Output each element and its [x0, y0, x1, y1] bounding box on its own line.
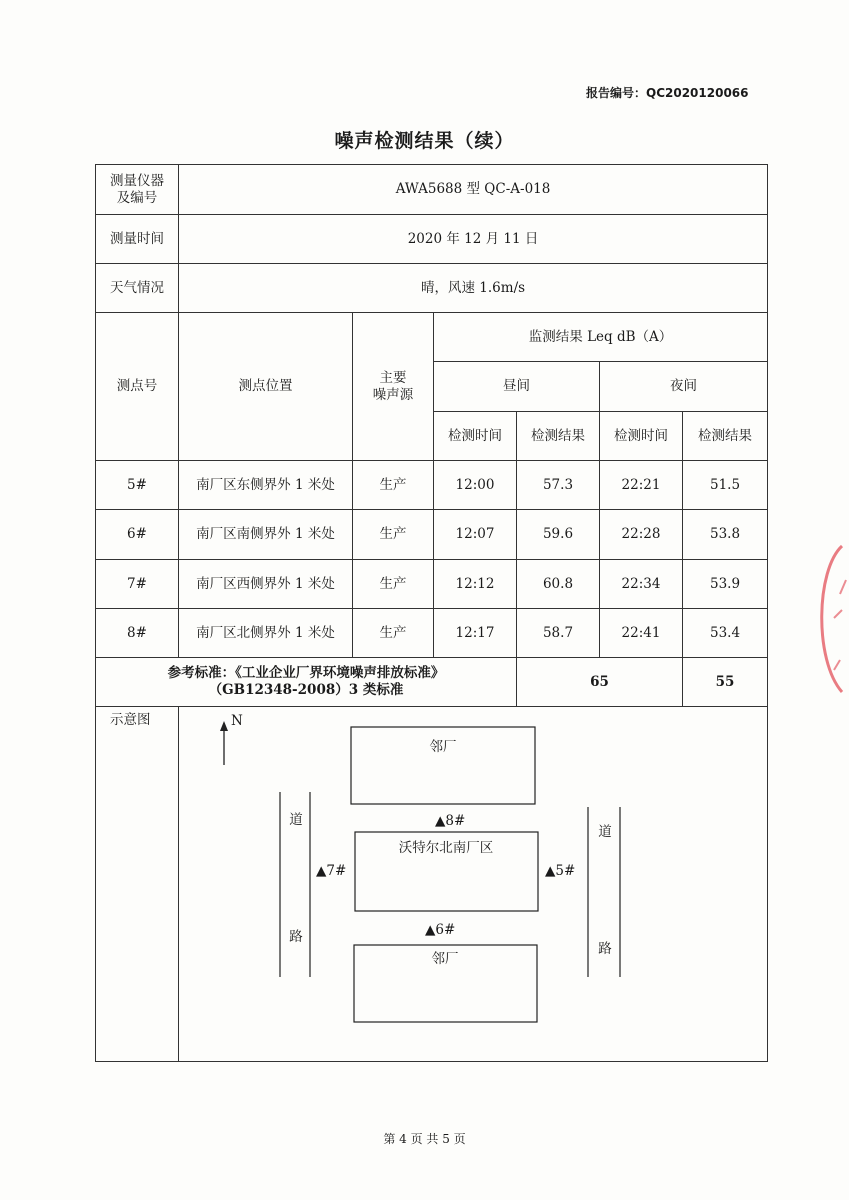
measure-time-row	[96, 215, 768, 264]
source-cell: 生产	[353, 461, 434, 510]
day-value-cell: 57.3	[517, 461, 600, 510]
day-time-cell: 12:00	[434, 461, 517, 510]
weather-row	[96, 264, 768, 313]
standard-row	[96, 658, 768, 707]
south-factory-label: 沃特尔北南厂区	[398, 840, 494, 856]
source-cell: 生产	[353, 510, 434, 560]
seal-stamp	[812, 540, 849, 700]
location-cell: 南厂区南侧界外 1 米处	[179, 510, 353, 560]
left-road-label-1: 道	[289, 812, 303, 828]
measure-time-label: 测量时间	[96, 215, 179, 264]
weather-label: 天气情况	[96, 264, 179, 313]
diagram-row	[96, 707, 768, 1062]
point-cell: 8#	[96, 609, 179, 658]
diagram-label: 示意图	[110, 712, 151, 728]
day-value-cell: 59.6	[517, 510, 600, 560]
diagram-label-cell	[96, 707, 179, 1062]
right-road-label-1: 道	[598, 824, 612, 840]
standard-label-line2: （GB12348-2008）3 类标准	[208, 682, 404, 698]
night-time-cell: 22:21	[600, 461, 683, 510]
night-time-cell: 22:41	[600, 609, 683, 658]
weather-value: 晴，风速 1.6m/s	[179, 264, 768, 313]
left-road-label-2: 路	[289, 929, 303, 945]
night-limit: 55	[683, 658, 768, 707]
day-result-header: 检测结果	[517, 412, 600, 461]
point-cell: 5#	[96, 461, 179, 510]
table-row	[96, 609, 768, 658]
day-time-header: 检测时间	[434, 412, 517, 461]
night-time-cell: 22:34	[600, 560, 683, 609]
night-result-header: 检测结果	[683, 412, 768, 461]
night-value-cell: 51.5	[683, 461, 768, 510]
table-row	[96, 461, 768, 510]
main-source-header	[353, 313, 434, 461]
table-row	[96, 560, 768, 609]
night-time-header: 检测时间	[600, 412, 683, 461]
point-7-marker: ▲7#	[316, 863, 347, 879]
location-cell: 南厂区北侧界外 1 米处	[179, 609, 353, 658]
measure-time-value: 2020 年 12 月 11 日	[179, 215, 768, 264]
point-cell: 7#	[96, 560, 179, 609]
day-value-cell: 60.8	[517, 560, 600, 609]
day-time-cell: 12:17	[434, 609, 517, 658]
page-footer: 第 4 页 共 5 页	[383, 1132, 466, 1146]
location-header: 测点位置	[179, 313, 353, 461]
point-5-marker: ▲5#	[545, 863, 576, 879]
day-limit: 65	[517, 658, 683, 707]
instrument-label	[96, 165, 179, 215]
report-number: 报告编号：QC2020120066	[586, 86, 749, 100]
night-value-cell: 53.8	[683, 510, 768, 560]
day-time-cell: 12:07	[434, 510, 517, 560]
noise-result-table	[95, 164, 768, 1062]
day-time-cell: 12:12	[434, 560, 517, 609]
point-no-header: 测点号	[96, 313, 179, 461]
instrument-label-text: 测量仪器 及编号	[110, 172, 164, 206]
day-header: 昼间	[434, 362, 600, 412]
location-cell: 南厂区东侧界外 1 米处	[179, 461, 353, 510]
night-time-cell: 22:28	[600, 510, 683, 560]
source-cell: 生产	[353, 560, 434, 609]
top-neighbor-label: 邻厂	[429, 739, 457, 755]
page-title: 噪声检测结果（续）	[334, 130, 515, 152]
instrument-row	[96, 165, 768, 215]
day-value-cell: 58.7	[517, 609, 600, 658]
point-cell: 6#	[96, 510, 179, 560]
night-value-cell: 53.9	[683, 560, 768, 609]
bottom-neighbor-label: 邻厂	[431, 951, 459, 967]
standard-label	[96, 658, 517, 707]
north-label: N	[231, 713, 243, 729]
night-header: 夜间	[600, 362, 768, 412]
standard-label-line1: 参考标准：《工业企业厂界环境噪声排放标准》	[167, 665, 445, 682]
location-cell: 南厂区西侧界外 1 米处	[179, 560, 353, 609]
diagram-cell	[179, 707, 768, 1062]
point-8-marker: ▲8#	[435, 813, 466, 829]
result-group-header: 监测结果 Leq dB（A）	[434, 313, 768, 362]
table-row	[96, 510, 768, 560]
right-road-label-2: 路	[598, 941, 612, 957]
instrument-value: AWA5688 型 QC-A-018	[179, 165, 768, 215]
point-6-marker: ▲6#	[425, 922, 456, 938]
source-cell: 生产	[353, 609, 434, 658]
site-diagram	[179, 707, 767, 1062]
header-row-1	[96, 313, 768, 362]
main-source-header-text: 主要 噪声源	[372, 369, 414, 403]
night-value-cell: 53.4	[683, 609, 768, 658]
north-arrow-icon	[220, 721, 228, 731]
